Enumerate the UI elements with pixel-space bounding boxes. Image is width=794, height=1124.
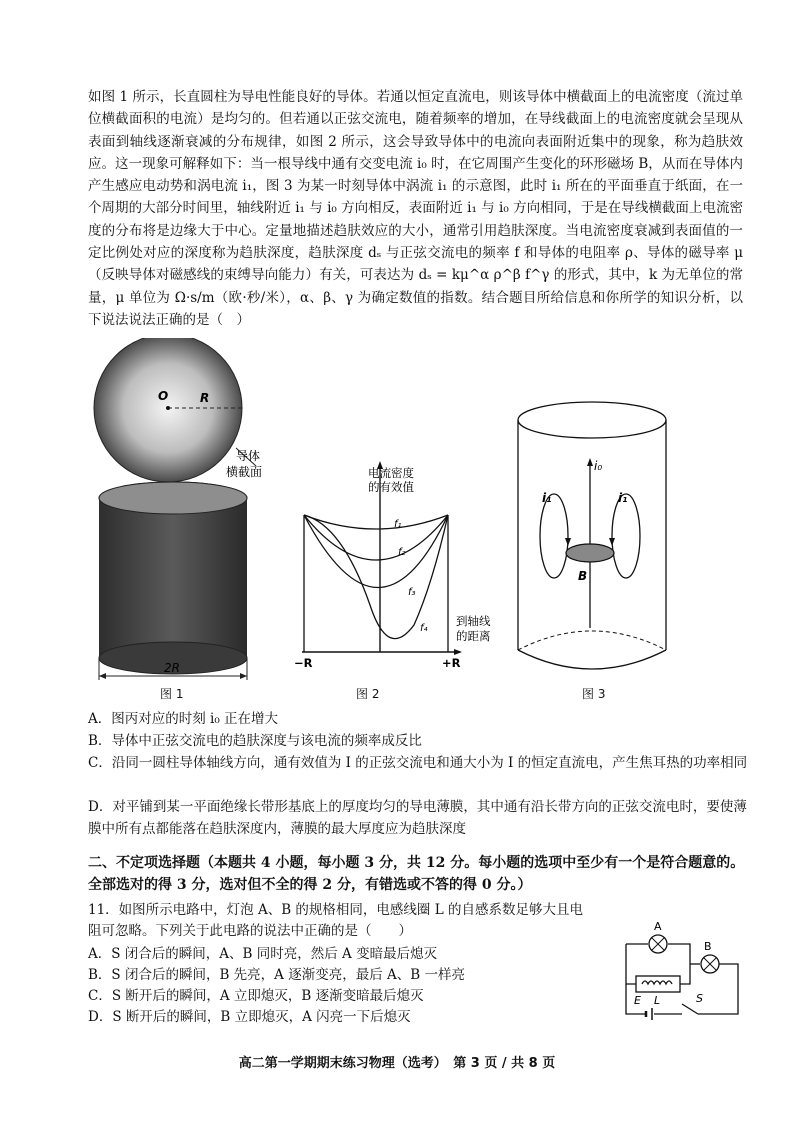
section-2-heading: 二、不定项选择题（本题共 4 小题，每小题 3 分，共 12 分。每小题的选项中至少有一个是符合题意的。全部选对的得 3 分，选对但不全的得 2 分，有错选或不答的得 0 分。） xyxy=(88,855,745,893)
ylabel-2: 的有效值 xyxy=(368,480,414,494)
label-i1-left: i₁ xyxy=(542,491,552,505)
figure-2-caption: 图 2 xyxy=(356,687,380,701)
magnetic-field-disc xyxy=(566,544,614,562)
figure-3-caption: 图 3 xyxy=(582,687,606,701)
option-10-c: C．沿同一圆柱导体轴线方向，通有效值为 I 的正弦交流电和通大小为 I 的恒定直流电，产生焦耳热的功率相同 xyxy=(88,755,748,771)
eddy-loop-right xyxy=(612,494,640,578)
switch-S xyxy=(682,1004,698,1014)
xlabel-1: 到轴线 xyxy=(456,614,491,628)
question-10-body: 如图 1 所示，长直圆柱为导电性能良好的导体。若通以恒定直流电，则该导体中横截面上的电流密度（流过单位横截面积的电流）是均匀的。但若通以正弦交流电，随着频率的增加，在导线截面上的电流密度就会呈现从表面到轴线逐渐衰减的分布规律，如图 2 所示，这会导致导体中的电流向表面附近集中的现象，称为趋肤效应。这一现象可解释如下：当一根导线中通有交变电流 i₀ 时，在它周围产生变化的环形磁场 B，从而在导体内产生感应电动势和涡电流 i₁，图 3 为某一时刻导体中涡流 i₁ 的示意图，此时 i₁ 所在的平面垂直于纸面，在一个周期的大部分时间里，轴线附近 i₁ 与 i₀ 方向相反，表面附近 i₁ 与 i₀ 方向相同，于是在导线横截面上电流密度的分布将是边缘大于中心。定量地描述趋肤效应的大小，通常引用趋肤深度。当电流密度衰减到表面值的一定比例处对应的深度称为趋肤深度，趋肤深度 dₛ 与正弦交流电的频率 f 和导体的电阻率 ρ、导体的磁导率 μ（反映导体对磁感线的束缚导向能力）有关，可表达为 dₛ = kμ^α ρ^β f^γ 的形式，其中，k 为无单位的常量，μ 单位为 Ω·s/m（欧·秒/米），α、β、γ 为确定数值的指数。结合题目所给信息和你所学的知识分析，以下说法说法正确的是（ ） xyxy=(88,89,743,328)
label-E: E xyxy=(634,994,641,1007)
curve-label-f1: f₁ xyxy=(394,519,402,530)
curve-f3 xyxy=(304,515,448,588)
curve-label-f3: f₃ xyxy=(408,587,416,598)
option-11-d: D．S 断开后的瞬间，B 立即熄灭，A 闪亮一下后熄灭 xyxy=(88,1009,411,1025)
label-i1-right: i₁ xyxy=(618,491,628,505)
label-B-bulb: B xyxy=(704,940,712,953)
conductor-cylinder xyxy=(99,498,247,658)
eddy-loop-left xyxy=(540,494,568,578)
tick-left: −R xyxy=(294,656,313,670)
ylabel-1: 电流密度 xyxy=(368,466,414,480)
option-11-a: A．S 闭合后的瞬间，A、B 同时亮，然后 A 变暗最后熄灭 xyxy=(88,946,438,962)
label-section: 导体 xyxy=(236,449,261,463)
option-10-d: D．对平铺到某一平面绝缘长带形基底上的厚度均匀的导电薄膜，其中通有沿长带方向的正弦交流电时，要使薄膜中所有点都能落在趋肤深度内，薄膜的最大厚度应为趋肤深度 xyxy=(88,799,747,837)
label-R: R xyxy=(200,391,210,405)
question-10-text xyxy=(88,86,743,331)
curve-label-f2: f₂ xyxy=(398,547,406,558)
option-10-a: A．图丙对应的时刻 i₀ 正在增大 xyxy=(88,711,279,727)
label-B: B xyxy=(578,569,588,583)
question-11-text: 11．如图所示电路中，灯泡 A、B 的规格相同，电感线圈 L 的自感系数足够大且电阻可忽略。下列关于此电路的说法中正确的是（ ） xyxy=(88,902,583,939)
option-11-b: B．S 闭合后的瞬间，B 先亮，A 逐渐变亮，最后 A、B 一样亮 xyxy=(88,967,465,983)
curve-f4 xyxy=(304,515,448,639)
circuit-diagram xyxy=(608,918,748,1026)
figure-1-caption: 图 1 xyxy=(160,687,184,701)
option-10-b: B．导体中正弦交流电的趋肤深度与该电流的频率成反比 xyxy=(88,733,422,749)
tick-right: +R xyxy=(442,656,461,670)
figure-3 xyxy=(512,398,672,683)
label-i0: i₀ xyxy=(594,459,603,473)
label-section2: 横截面 xyxy=(226,465,263,479)
label-2R: 2R xyxy=(164,661,180,675)
page-footer: 高二第一学期期末练习物理（选考） 第 3 页 / 共 8 页 xyxy=(238,1056,556,1071)
inductor-coil xyxy=(642,981,672,984)
label-L: L xyxy=(654,994,661,1007)
label-S: S xyxy=(696,992,703,1005)
curve-label-f4: f₄ xyxy=(420,623,428,634)
label-O: O xyxy=(158,389,169,403)
option-11-c: C．S 断开后的瞬间，A 立即熄灭，B 逐渐变暗最后熄灭 xyxy=(88,988,424,1004)
xlabel-2: 的距离 xyxy=(456,629,491,643)
figure-1 xyxy=(88,338,288,698)
figure-2 xyxy=(292,455,492,675)
label-A: A xyxy=(654,920,662,933)
